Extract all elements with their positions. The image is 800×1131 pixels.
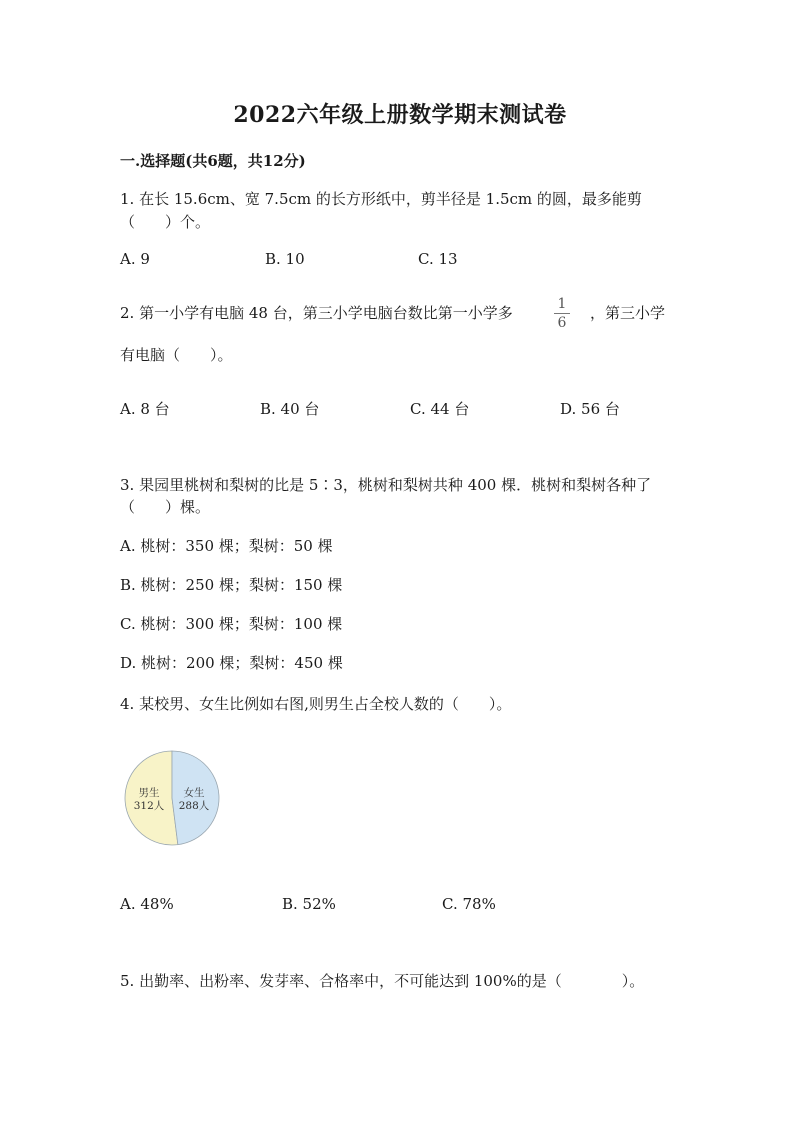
fraction-denominator: 6 bbox=[557, 315, 567, 331]
pie-value-girls: 288人 bbox=[178, 800, 210, 812]
question-3-line-1: 3. 果园里桃树和梨树的比是 5∶3，桃树和梨树共种 400 棵．桃树和梨树各种了 bbox=[120, 476, 652, 494]
question-3-option-c: C. 桃树：300 棵；梨树：100 棵 bbox=[120, 615, 343, 633]
fraction-one-sixth bbox=[552, 296, 572, 331]
pie-label-girls: 女生 bbox=[183, 787, 205, 799]
question-1-line-2: （ ）个。 bbox=[120, 213, 211, 231]
question-1-option-a: A. 9 bbox=[120, 250, 150, 268]
pie-chart-svg bbox=[122, 748, 222, 848]
question-2-option-a: A. 8 台 bbox=[120, 400, 170, 418]
question-2-option-b: B. 40 台 bbox=[260, 400, 320, 418]
question-3-line-2: （ ）棵。 bbox=[120, 498, 211, 516]
question-5-line-1: 5. 出勤率、出粉率、发芽率、合格率中，不可能达到 100%的是（ ）。 bbox=[120, 972, 645, 990]
question-4-option-b: B. 52% bbox=[282, 895, 336, 913]
fraction-numerator: 1 bbox=[557, 296, 567, 312]
question-2-option-c: C. 44 台 bbox=[410, 400, 470, 418]
question-4-line-1: 4. 某校男、女生比例如右图,则男生占全校人数的（ ）。 bbox=[120, 695, 512, 713]
pie-label-boys: 男生 bbox=[138, 787, 160, 799]
question-2-option-d: D. 56 台 bbox=[560, 400, 620, 418]
question-1-line-1: 1. 在长 15.6cm、宽 7.5cm 的长方形纸中，剪半径是 1.5cm 的圆，最多能剪 bbox=[120, 190, 642, 208]
question-1-option-b: B. 10 bbox=[265, 250, 305, 268]
pie-value-boys: 312人 bbox=[133, 800, 165, 812]
question-3-option-a: A. 桃树：350 棵；梨树：50 棵 bbox=[120, 537, 333, 555]
gender-pie-chart bbox=[122, 748, 222, 848]
question-2-line-2: 有电脑（ ）。 bbox=[120, 346, 233, 364]
question-2-line-1b: ，第三小学 bbox=[590, 304, 666, 322]
question-3-option-d: D. 桃树：200 棵；梨树：450 棵 bbox=[120, 654, 343, 672]
page-title: 2022六年级上册数学期末测试卷 bbox=[233, 102, 567, 128]
question-4-option-a: A. 48% bbox=[120, 895, 174, 913]
question-4-option-c: C. 78% bbox=[442, 895, 496, 913]
question-2-line-1a: 2. 第一小学有电脑 48 台，第三小学电脑台数比第一小学多 bbox=[120, 304, 513, 322]
section-heading: 一.选择题(共6题，共12分) bbox=[120, 152, 306, 170]
question-1-option-c: C. 13 bbox=[418, 250, 458, 268]
question-3-option-b: B. 桃树：250 棵；梨树：150 棵 bbox=[120, 576, 343, 594]
fraction-bar bbox=[554, 313, 570, 314]
